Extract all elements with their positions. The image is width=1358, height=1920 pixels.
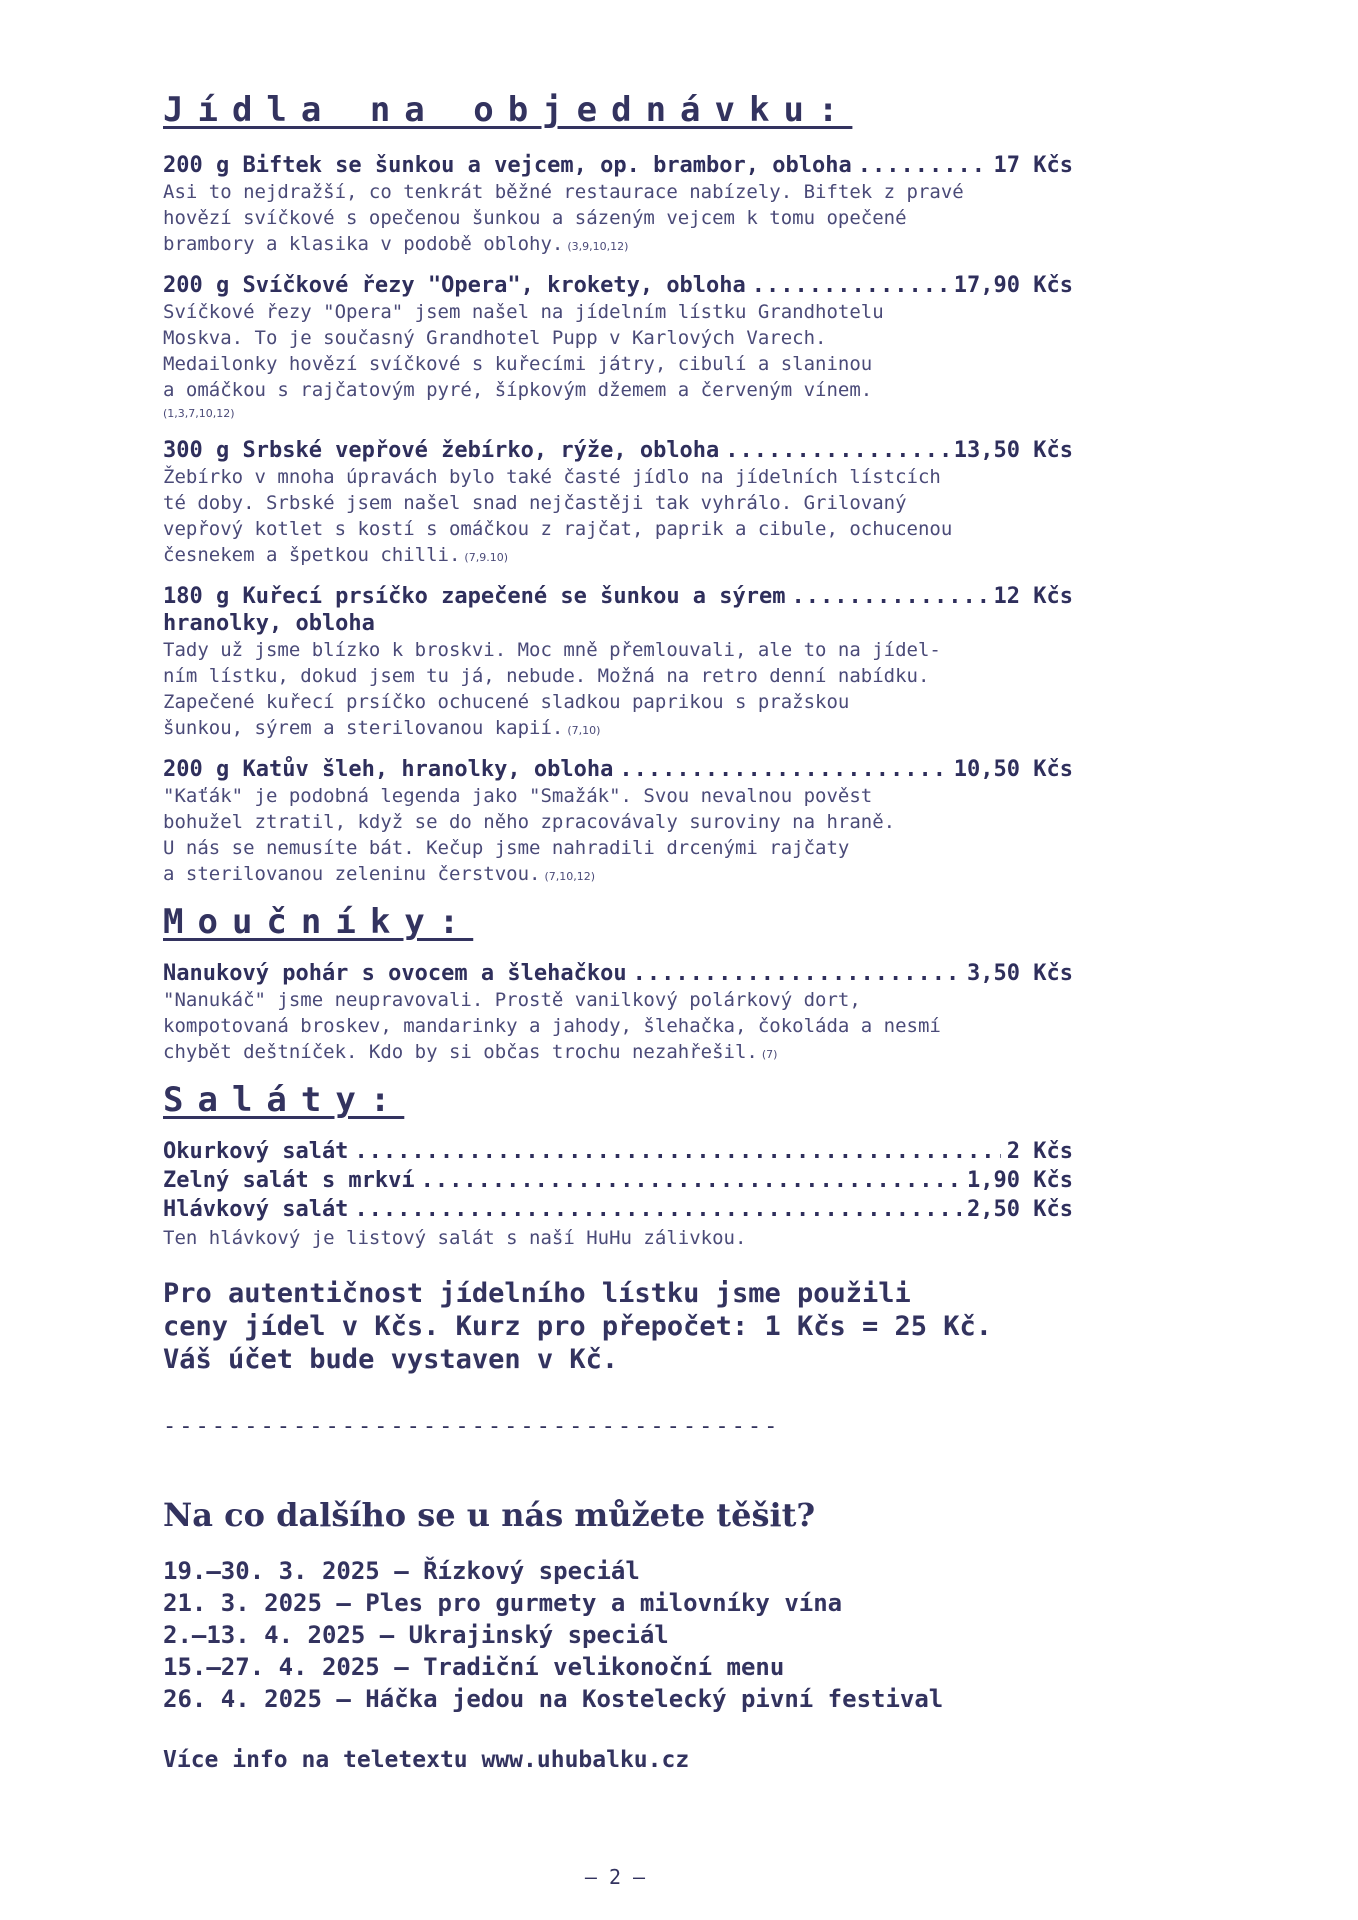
dish-name: 200 g Katův šleh, hranolky, obloha	[163, 757, 614, 782]
salad-item	[163, 1196, 1073, 1223]
salad-price: 1,90 Kčs	[967, 1168, 1073, 1193]
dish-name: 300 g Srbské vepřové žebírko, rýže, obloha	[163, 438, 720, 463]
section-heading-orders: Jídla na objednávku:	[163, 90, 853, 130]
dish-item	[163, 583, 1083, 744]
dish-name: Nanukový pohár s ovocem a šlehačkou	[163, 961, 627, 986]
dot-leader	[619, 756, 947, 783]
dish-description: "Nanukáč" jsme neupravovali. Prostě vanilkový polárkový dort, kompotovaná broskev, mandarinky a jahody, šlehačka, čokoláda a nesmí chybět deštníček. Kdo by si občas trochu nezahřešil.	[163, 989, 941, 1063]
allergens: (3,9,10,12)	[567, 240, 629, 253]
allergens: (7)	[761, 1048, 778, 1061]
salad-item	[163, 1138, 1073, 1165]
page-number: – 2 –	[584, 1865, 646, 1889]
dish-description: Žebírko v mnoha úpravách bylo také časté jídlo na jídelních lístcích té doby. Srbské jsem našel snad nejčastěji tak vyhrálo. Grilovaný vepřový kotlet s kostí s omáčkou z rajčat, paprik a cibule, ochucenou česnekem a špetkou chilli.	[163, 466, 953, 566]
dish-price: 10,50 Kčs	[953, 757, 1073, 782]
event-item: 19.–30. 3. 2025 — Řízkový speciál	[163, 1557, 640, 1585]
event-item: 26. 4. 2025 — Háčka jedou na Kostelecký pivní festival	[163, 1685, 944, 1713]
section-heading-salads: Saláty:	[163, 1080, 405, 1120]
dish-item	[163, 756, 1083, 890]
dish-price: 13,50 Kčs	[953, 438, 1073, 463]
dish-price: 12 Kčs	[993, 584, 1073, 609]
dot-leader	[633, 960, 961, 987]
salad-name: Okurkový salát	[163, 1139, 349, 1164]
website-info: Více info na teletextu www.uhubalku.cz	[163, 1747, 690, 1773]
promo-title: Na co dalšího se u nás můžete těšit?	[163, 1496, 816, 1534]
dish-description: "Kaťák" je podobná legenda jako "Smažák". Svou nevalnou pověst bohužel ztratil, když se do něho zpracovávaly suroviny na hraně. U nás se nemusíte bát. Kečup jsme nahradili drcenými rajčaty a sterilovanou zeleninu čerstvou.	[163, 785, 896, 885]
dish-description: Tady už jsme blízko k broskvi. Moc mně přemlouvali, ale to na jídel- ním lístku, dokud jsem tu já, nebude. Možná na retro denní nabídku. Zapečené kuřecí prsíčko ochucené sladkou paprikou s pražskou šunkou, sýrem a sterilovanou kapií.	[163, 639, 941, 739]
dish-price: 3,50 Kčs	[967, 961, 1073, 986]
salad-price: 2,50 Kčs	[967, 1197, 1073, 1222]
salad-note: Ten hlávkový je listový salát s naší HuHu zálivkou.	[163, 1227, 747, 1249]
dish-description: Asi to nejdražší, co tenkrát běžné restaurace nabízely. Biftek z pravé hovězí svíčkové s opečenou šunkou a sázeným vejcem k tomu opečené brambory a klasika v podobě oblohy.	[163, 181, 964, 255]
dot-leader	[725, 437, 947, 464]
event-item: 2.–13. 4. 2025 — Ukrajinský speciál	[163, 1621, 669, 1649]
salad-price: 2 Kčs	[1006, 1139, 1073, 1164]
menu-page	[163, 90, 1083, 1775]
allergens: (1,3,7,10,12)	[163, 407, 235, 420]
allergens: (7,10)	[567, 724, 601, 737]
allergens: (7,10,12)	[544, 870, 596, 883]
dish-price: 17 Kčs	[993, 153, 1073, 178]
dot-leader	[421, 1167, 961, 1194]
allergens: (7,9.10)	[464, 551, 508, 564]
dish-name: 200 g Svíčkové řezy "Opera", krokety, obloha	[163, 273, 746, 298]
dot-leader	[354, 1196, 961, 1223]
salad-name: Hlávkový salát	[163, 1197, 349, 1222]
dish-item	[163, 437, 1083, 571]
dish-price: 17,90 Kčs	[953, 273, 1073, 298]
dot-leader	[792, 583, 988, 610]
dessert-item	[163, 960, 1083, 1068]
dish-name: 200 g Biftek se šunkou a vejcem, op. brambor, obloha	[163, 153, 852, 178]
salad-item	[163, 1167, 1073, 1194]
dot-leader	[752, 272, 948, 299]
dish-sides: hranolky, obloha	[163, 611, 375, 636]
dot-leader	[858, 152, 988, 179]
dish-item	[163, 272, 1083, 425]
salad-name: Zelný salát s mrkví	[163, 1168, 415, 1193]
dot-leader	[354, 1138, 1000, 1165]
section-heading-desserts: Moučníky:	[163, 902, 474, 942]
dish-description: Svíčkové řezy "Opera" jsem našel na jídelním lístku Grandhotelu Moskva. To je současný Grandhotel Pupp v Karlových Varech. Medailonky hovězí svíčkové s kuřecími játry, cibulí a slaninou a omáčkou s rajčatovým pyré, šípkovým džemem a červeným vínem.	[163, 301, 884, 401]
currency-note: Pro autentičnost jídelního lístku jsme použili ceny jídel v Kčs. Kurz pro přepočet: 1 Kčs = 25 Kč. Váš účet bude vystaven v Kč.	[163, 1278, 993, 1375]
event-item: 21. 3. 2025 — Ples pro gurmety a milovníky vína	[163, 1589, 843, 1617]
dish-item	[163, 152, 1083, 260]
dashed-divider: --------------------------------------	[163, 1414, 781, 1439]
dish-name: 180 g Kuřecí prsíčko zapečené se šunkou a sýrem	[163, 584, 786, 609]
events-list	[163, 1555, 1083, 1715]
event-item: 15.–27. 4. 2025 — Tradiční velikonoční menu	[163, 1653, 785, 1681]
